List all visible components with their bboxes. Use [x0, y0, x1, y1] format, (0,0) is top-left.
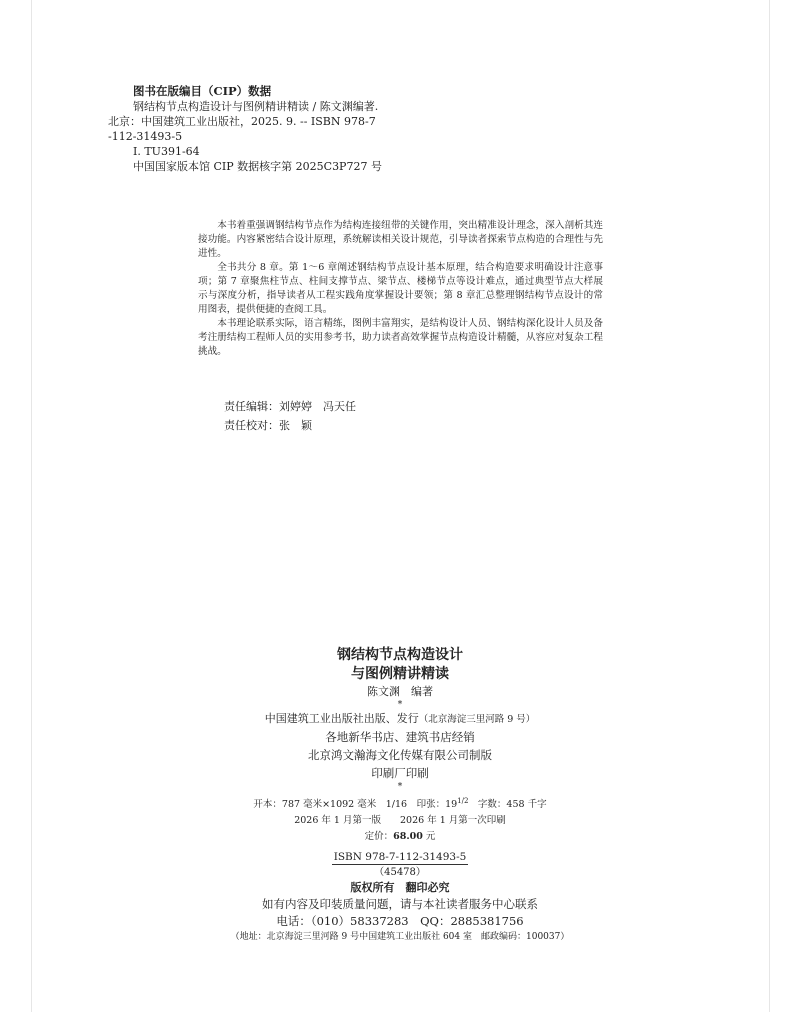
word-count-text: 字数：458 千字 — [468, 799, 547, 811]
distributor-line: 各地新华书店、建筑书店经销 — [325, 730, 475, 744]
format-line — [160, 793, 640, 813]
book-title-line-1: 钢结构节点构造设计 — [337, 647, 463, 663]
cip-number-line: 中国国家版本馆 CIP 数据核字第 2025C3P727 号 — [133, 160, 382, 173]
responsible-editor: 责任编辑：刘婷婷 冯天任 — [224, 400, 356, 413]
isbn-wrap — [160, 845, 640, 865]
format-size-text: 开本：787 毫米×1092 毫米 1/16 印张：19 — [253, 799, 458, 811]
publisher-text: 中国建筑工业出版社出版、发行 — [264, 712, 419, 725]
plate-maker-line: 北京鸿文瀚海文化传媒有限公司制版 — [308, 748, 492, 762]
service-notice: 如有内容及印装质量问题，请与本社读者服务中心联系 — [262, 897, 538, 912]
cip-class-line: Ⅰ. TU391-64 — [133, 145, 200, 158]
printer-line: 印刷厂印刷 — [371, 766, 429, 780]
price-line — [160, 829, 640, 845]
cip-title-line: 钢结构节点构造设计与图例精讲精读 / 陈文渊编著. — [133, 100, 379, 113]
editor-credits — [224, 397, 356, 435]
contact-phone: 电话：（010）58337283 QQ：2885381756 — [276, 914, 524, 929]
isbn-number: ISBN 978-7-112-31493-5 — [333, 851, 467, 864]
price-value: 68.00 — [393, 831, 423, 843]
edition-line: 2026 年 1 月第一版 2026 年 1 月第一次印刷 — [294, 815, 506, 827]
author-line: 陈文渊 编著 — [367, 685, 433, 698]
book-summary — [198, 219, 603, 359]
book-title-line-2: 与图例精讲精读 — [351, 666, 449, 682]
colophon — [160, 646, 640, 944]
copyright-notice: 版权所有 翻印必究 — [350, 881, 450, 895]
cip-block — [108, 84, 528, 174]
price-label: 定价： — [364, 831, 394, 843]
book-code: （45478） — [374, 867, 426, 879]
summary-paragraph-2: 全书共分 8 章。第 1～6 章阐述钢结构节点设计基本原理，结合构造要求明确设计注意事项；第 7 章聚焦柱节点、柱间支撑节点、梁节点、楼梯节点等设计难点，通过典型节点大样展示与深度分析，指导读者从工程实践角度掌握设计要领；第 8 章汇总整理钢结构节点设计的常用图表，提供便捷的查阅工具。 — [198, 262, 603, 315]
separator-star-2: * — [397, 782, 403, 792]
publisher-address: （北京海淀三里河路 9 号） — [418, 714, 536, 725]
summary-paragraph-3: 本书理论联系实际，语言精练，图例丰富翔实，是结构设计人员、钢结构深化设计人员及备考注册结构工程师人员的实用参考书，助力读者高效掌握节点构造设计精髓，从容应对复杂工程挑战。 — [198, 318, 603, 357]
summary-paragraph-1: 本书着重强调钢结构节点作为结构连接纽带的关键作用，突出精准设计理念，深入剖析其连接功能。内容紧密结合设计原理，系统解读相关设计规范，引导读者探索节点构造的合理性与先进性。 — [198, 220, 603, 259]
separator-star: * — [397, 700, 403, 710]
publisher-line — [160, 711, 640, 728]
sheet-fraction: 1/2 — [457, 797, 469, 805]
responsible-proofreader: 责任校对：张 颖 — [224, 419, 312, 432]
cip-isbn-line: -112-31493-5 — [108, 130, 183, 143]
cip-heading: 图书在版编目（CIP）数据 — [133, 84, 272, 98]
price-unit: 元 — [422, 831, 436, 843]
publisher-postal-address: （地址：北京海淀三里河路 9 号中国建筑工业出版社 604 室 邮政编码：100037） — [230, 932, 570, 943]
cip-publisher-line: 北京：中国建筑工业出版社，2025. 9. -- ISBN 978-7 — [108, 115, 376, 128]
